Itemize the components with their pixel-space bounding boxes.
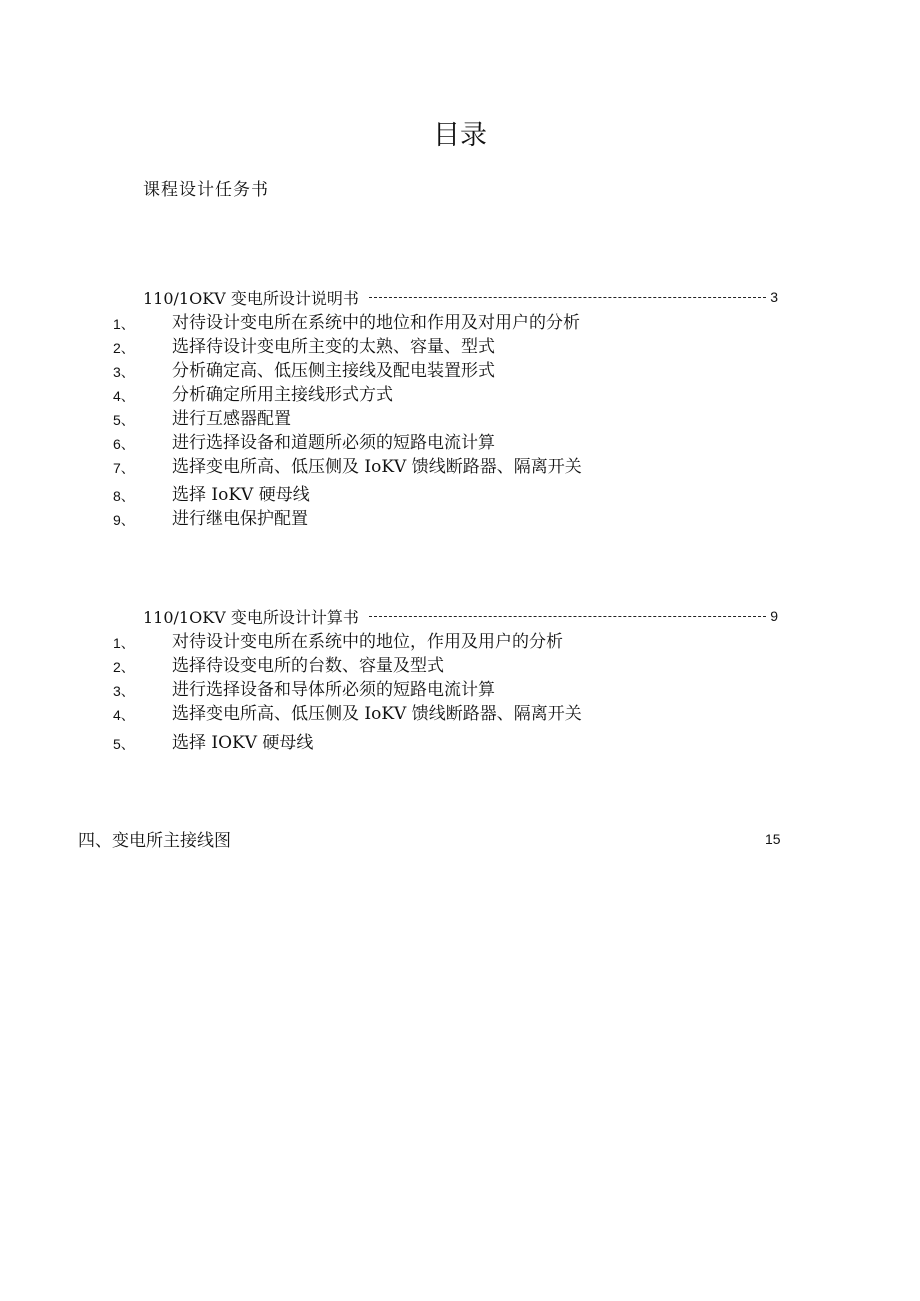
item-number: 4、 bbox=[113, 707, 135, 723]
item-text: 选择待设变电所的台数、容量及型式 bbox=[172, 656, 444, 676]
item-text: 选择 IoKV 硬母线 bbox=[172, 485, 310, 505]
document-title: 目录 bbox=[433, 120, 487, 151]
toc-item[interactable] bbox=[0, 359, 920, 383]
toc-section-heading: 110/1OKV 变电所设计计算书 bbox=[143, 607, 359, 627]
toc-item[interactable] bbox=[0, 455, 920, 479]
toc-section-design-description[interactable] bbox=[143, 286, 778, 308]
toc-item[interactable] bbox=[0, 383, 920, 407]
toc-section-heading: 110/1OKV 变电所设计说明书 bbox=[143, 288, 359, 308]
item-number: 5、 bbox=[113, 412, 135, 428]
item-number: 8、 bbox=[113, 488, 135, 504]
item-text: 对待设计变电所在系统中的地位和作用及对用户的分析 bbox=[172, 313, 580, 333]
item-number: 3、 bbox=[113, 364, 135, 380]
toc-section-main-wiring-diagram[interactable]: 四、变电所主接线图 bbox=[78, 831, 231, 851]
item-text: 选择变电所高、低压侧及 IoKV 馈线断路器、隔离开关 bbox=[172, 704, 582, 724]
toc-page-number: 9 bbox=[770, 608, 778, 624]
item-text: 对待设计变电所在系统中的地位，作用及用户的分析 bbox=[172, 632, 563, 652]
toc-item[interactable] bbox=[0, 431, 920, 455]
dotted-leader bbox=[369, 616, 766, 617]
item-text: 进行互感器配置 bbox=[172, 409, 291, 429]
item-number: 5、 bbox=[113, 736, 135, 752]
item-number: 2、 bbox=[113, 659, 135, 675]
task-book-entry: 课程设计任务书 bbox=[143, 180, 269, 200]
toc-item[interactable] bbox=[0, 731, 920, 755]
dotted-leader bbox=[369, 297, 766, 298]
toc-item[interactable] bbox=[0, 507, 920, 531]
toc-page-number: 3 bbox=[770, 289, 778, 305]
toc-item[interactable] bbox=[0, 702, 920, 726]
item-number: 1、 bbox=[113, 316, 135, 332]
toc-item[interactable] bbox=[0, 407, 920, 431]
toc-item[interactable] bbox=[0, 654, 920, 678]
toc-item[interactable] bbox=[0, 483, 920, 507]
item-number: 4、 bbox=[113, 388, 135, 404]
toc-item[interactable] bbox=[0, 335, 920, 359]
item-number: 3、 bbox=[113, 683, 135, 699]
item-number: 9、 bbox=[113, 512, 135, 528]
item-number: 6、 bbox=[113, 436, 135, 452]
item-text: 分析确定高、低压侧主接线及配电装置形式 bbox=[172, 361, 495, 381]
item-text: 选择 IOKV 硬母线 bbox=[172, 733, 314, 753]
item-text: 进行继电保护配置 bbox=[172, 509, 308, 529]
toc-item[interactable] bbox=[0, 630, 920, 654]
item-text: 选择变电所高、低压侧及 IoKV 馈线断路器、隔离开关 bbox=[172, 457, 582, 477]
item-number: 2、 bbox=[113, 340, 135, 356]
toc-section-design-calculation[interactable] bbox=[143, 605, 778, 627]
toc-item[interactable] bbox=[0, 678, 920, 702]
item-text: 分析确定所用主接线形式方式 bbox=[172, 385, 393, 405]
item-number: 1、 bbox=[113, 635, 135, 651]
toc-page-number: 15 bbox=[765, 831, 781, 847]
toc-item[interactable] bbox=[0, 311, 920, 335]
item-text: 进行选择设备和道题所必须的短路电流计算 bbox=[172, 433, 495, 453]
item-text: 选择待设计变电所主变的太熟、容量、型式 bbox=[172, 337, 495, 357]
item-text: 进行选择设备和导体所必须的短路电流计算 bbox=[172, 680, 495, 700]
item-number: 7、 bbox=[113, 460, 135, 476]
